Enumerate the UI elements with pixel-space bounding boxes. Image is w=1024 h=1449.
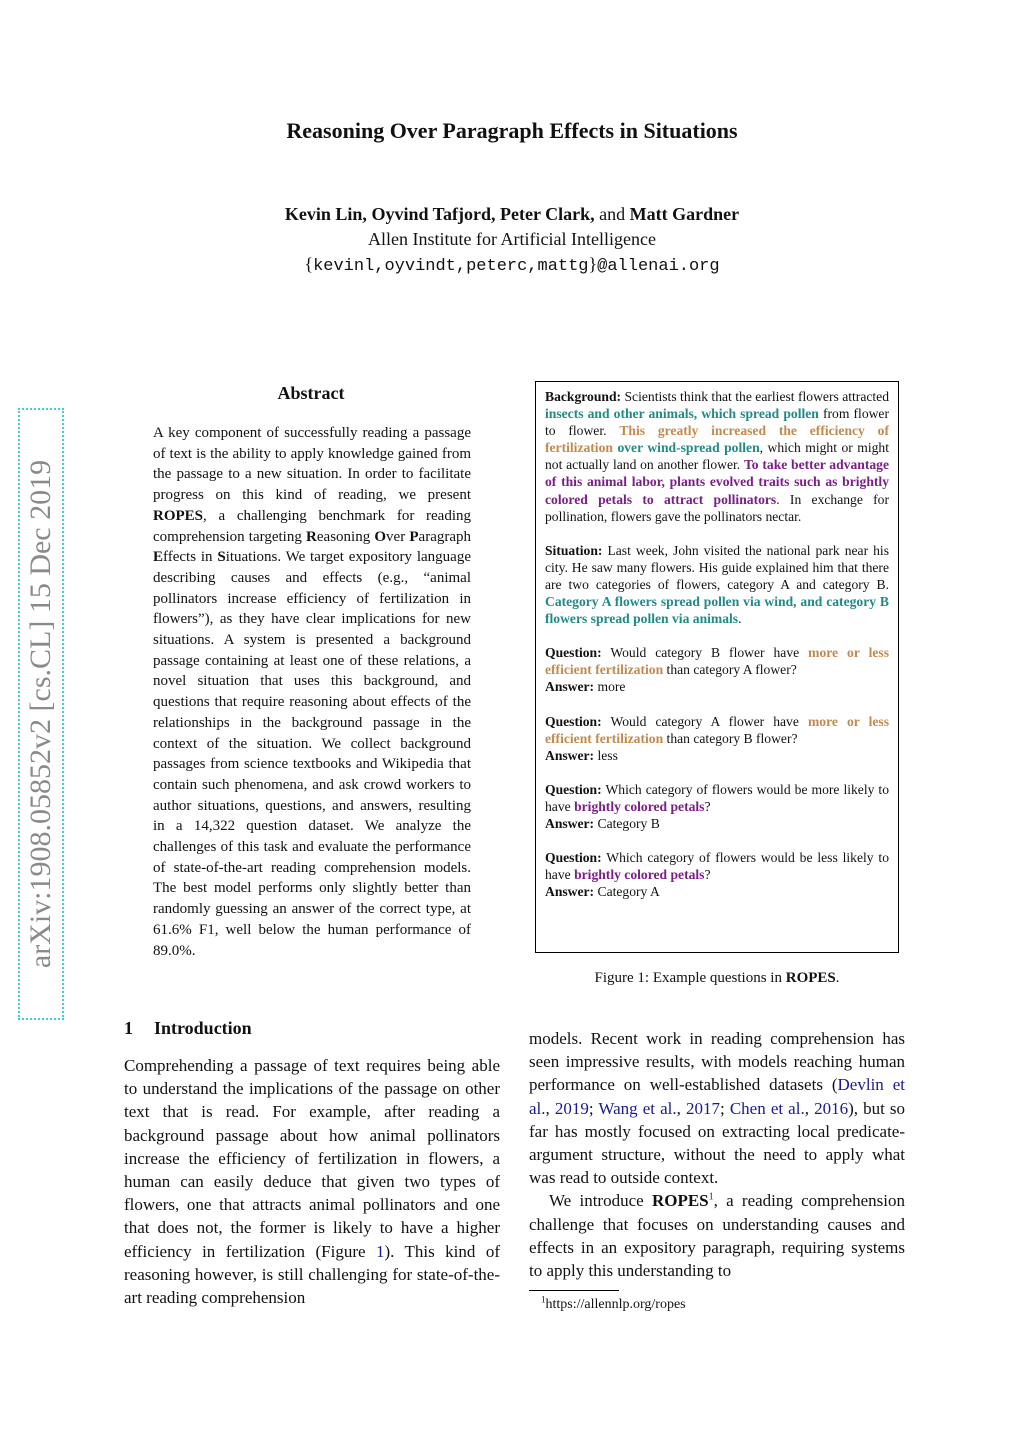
footnote-rule xyxy=(529,1290,619,1291)
abstract-text-2: , a challenging benchmark for reading comprehension targeting xyxy=(153,507,471,545)
section-title: Introduction xyxy=(154,1018,252,1038)
email-brace-open: { xyxy=(304,254,314,274)
answer-label: Answer: xyxy=(545,747,595,763)
intro-paragraph-continued xyxy=(529,1027,905,1189)
section-heading xyxy=(124,1018,252,1039)
answer-label: Answer: xyxy=(545,815,595,831)
figure-situation xyxy=(545,542,889,627)
question-text: Would category B flower have xyxy=(610,645,800,661)
intro-text-end: ). This kind of reasoning however, is still challenging for state-of-the-art reading comprehension xyxy=(124,1241,500,1308)
qa-pair-1 xyxy=(545,644,889,695)
acronym-r: R xyxy=(306,528,317,545)
bg-text-1: Scientists think that the earliest flowers attracted xyxy=(624,389,889,404)
question-text: Which category of flowers would be more likely to have xyxy=(545,781,889,814)
intro-paragraph-1 xyxy=(124,1054,500,1309)
col2-text-1: models. Recent work in reading comprehension has seen impressive results, with models reaching human performance on well-established datasets ( xyxy=(529,1029,905,1095)
question-text: than category B flower? xyxy=(666,730,798,746)
figure-background xyxy=(545,388,889,525)
abstract-text-3: ituations. We target expository language describing causes and effects (e.g., “animal pollinators increase efficiency of fertilization in flowers”), as they have clear implications for new situations. A system is presented a background passage containing at least one of these relations, a novel situation that uses this background, and questions that require reasoning about effects of the relationships in the background passage in the context of the situation. We collect background passages from science textbooks and Wikipedia that contain such phenomena, and ask crowd workers to author situations, questions, and answers, resulting in a 14,322 question dataset. We analyze the challenges of this task and evaluate the performance of state-of-the-art reading comprehension models. The best model performs only slightly better than randomly guessing an answer of the correct type, at 61.6% F1, well below the human performance of 89.0%. xyxy=(153,549,471,959)
footnote-url[interactable]: https://allennlp.org/ropes xyxy=(545,1297,686,1312)
bg-highlight-teal-2: over wind-spread pollen xyxy=(617,440,760,456)
arxiv-id: arXiv:1908.05852v2 [cs.CL] 15 Dec 2019 xyxy=(24,459,57,969)
citation-sep: , xyxy=(804,1098,815,1118)
abstract-body xyxy=(153,423,471,961)
question-text: Which category of flowers would be less likely to have xyxy=(545,850,890,883)
author-2: Oyvind Tafjord, xyxy=(371,204,496,224)
citation-wang[interactable]: Wang et al. xyxy=(598,1098,677,1118)
answer-text: less xyxy=(597,747,618,763)
answer-label: Answer: xyxy=(545,679,595,695)
citation-chen[interactable]: Chen et al. xyxy=(729,1098,805,1118)
acronym-p-rest: aragraph xyxy=(418,528,472,545)
acronym-p: P xyxy=(409,528,419,545)
question-text: Would category A flower have xyxy=(610,713,799,729)
section-number: 1 xyxy=(124,1018,133,1038)
acronym-e: E xyxy=(153,549,164,566)
paper-title: Reasoning Over Paragraph Effects in Situations xyxy=(286,118,738,143)
arxiv-stamp xyxy=(18,408,64,1020)
question-text: ? xyxy=(704,867,711,883)
citation-sep: ; xyxy=(720,1098,730,1118)
bg-highlight-orange-1: This greatly increased the efficiency of fertilization xyxy=(545,423,889,456)
question-highlight: more or less efficient fertilization xyxy=(545,713,889,746)
intro-paragraph-2 xyxy=(529,1189,905,1282)
bg-highlight-teal-1: insects and other animals, which spread pollen xyxy=(545,406,819,422)
question-label: Question: xyxy=(545,781,602,797)
answer-text: Category B xyxy=(597,815,660,831)
abstract-text-1: A key component of successfully reading a passage of text is the ability to apply knowledge gained from the passage to a new situation. In order to facilitate progress on this kind of reading, we present xyxy=(153,425,471,504)
p2-text-1: We introduce xyxy=(549,1191,644,1211)
caption-ropes: ROPES xyxy=(785,970,836,986)
email-brace-close: } xyxy=(588,254,598,274)
email xyxy=(0,254,1024,276)
acronym-e-rest: ffects in xyxy=(163,549,213,566)
situation-text-2: . xyxy=(738,611,742,627)
question-text: than category A flower? xyxy=(666,662,797,678)
bg-highlight-purple-1: To take better advantage of this animal labor, plants evolved traits such as brightly colored petals to attract pollinators xyxy=(545,457,889,507)
citation-devlin[interactable]: Devlin et al. xyxy=(529,1075,905,1118)
citation-devlin-year[interactable]: 2019 xyxy=(554,1098,589,1118)
abstract-heading: Abstract xyxy=(277,383,345,403)
intro-text: Comprehending a passage of text requires being able to understand the implications of the passage on other text that is read. For example, after reading a background passage about how animal pollinators increase the efficiency of fertilization in flowers, a human can easily deduce that given two types of flowers, one that attracts animal pollinators and one that does not, the former is likely to have a higher efficiency in fertilization (Figure xyxy=(124,1056,500,1261)
question-text: ? xyxy=(704,798,711,814)
citation-wang-year[interactable]: 2017 xyxy=(686,1098,720,1118)
footnote-number: 1 xyxy=(541,1294,546,1305)
footnote-mark-link[interactable]: 1 xyxy=(708,1191,714,1203)
citation-sep: ; xyxy=(588,1098,599,1118)
caption-text: Figure 1: Example questions in xyxy=(594,970,782,986)
qa-pair-3 xyxy=(545,781,889,832)
author-and: and xyxy=(599,204,626,224)
question-label: Question: xyxy=(545,713,602,729)
question-highlight: more or less efficient fertilization xyxy=(545,645,889,678)
footnote xyxy=(541,1294,686,1313)
author-4: Matt Gardner xyxy=(629,204,740,224)
situation-highlight-teal: Category A flowers spread pollen via wind, and category B flowers spread pollen via animals xyxy=(545,594,889,627)
bg-text-2: from flower to flower. xyxy=(545,406,889,439)
abstract-ropes: ROPES xyxy=(153,507,204,524)
citation-sep: , xyxy=(676,1098,686,1118)
question-label: Question: xyxy=(545,850,602,866)
acronym-s: S xyxy=(217,549,226,566)
qa-pair-4 xyxy=(545,849,889,900)
figure-1-box xyxy=(535,381,899,953)
answer-text: more xyxy=(597,679,626,695)
bg-text-4: . In exchange for pollination, flowers gave the pollinators nectar. xyxy=(545,491,890,524)
acronym-o: O xyxy=(374,528,387,545)
qa-pair-2 xyxy=(545,713,889,764)
intro-column-2 xyxy=(529,1027,905,1282)
figure-caption xyxy=(529,970,905,987)
citation-sep: , xyxy=(545,1098,555,1118)
question-label: Question: xyxy=(545,645,602,661)
answer-text: Category A xyxy=(597,884,660,900)
email-names: kevinl,oyvindt,peterc,mattg xyxy=(313,257,589,276)
answer-label: Answer: xyxy=(545,884,595,900)
author-list xyxy=(0,204,1024,225)
question-highlight: brightly colored petals xyxy=(574,867,705,883)
acronym-r-rest: easoning xyxy=(316,528,371,545)
bg-text-3: , which might or might not actually land on another flower. xyxy=(545,440,889,473)
situation-text-1: Last week, John visited the national park near his city. He saw many flowers. His guide explained him that there are two categories of flowers, category A and category B. xyxy=(545,542,889,592)
situation-label: Situation: xyxy=(545,542,603,558)
col2-text-2: ), but so far has mostly focused on extracting local predicate-argument structure, without the need to apply what was read to outside context. xyxy=(529,1098,906,1188)
email-domain: @allenai.org xyxy=(597,257,720,276)
acronym-o-rest: ver xyxy=(386,528,406,545)
intro-ropes: ROPES xyxy=(651,1191,709,1211)
p2-text-2: , a reading comprehension challenge that focuses on understanding causes and effects in an expository paragraph, requiring systems to apply this understanding to xyxy=(529,1191,905,1281)
author-1: Kevin Lin, xyxy=(284,204,367,224)
question-highlight: brightly colored petals xyxy=(574,798,705,814)
figure-ref-link[interactable]: 1 xyxy=(375,1241,385,1261)
caption-end: . xyxy=(835,970,840,986)
affiliation: Allen Institute for Artificial Intelligence xyxy=(368,229,656,249)
citation-chen-year[interactable]: 2016 xyxy=(814,1098,849,1118)
background-label: Background: xyxy=(545,389,622,404)
author-3: Peter Clark, xyxy=(499,204,595,224)
